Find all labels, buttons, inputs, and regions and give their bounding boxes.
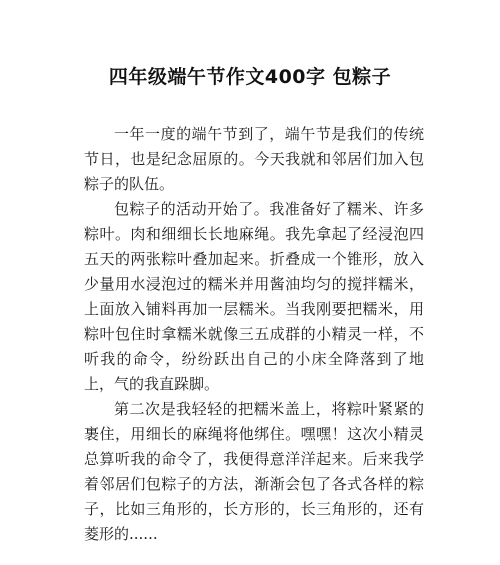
paragraph-1: 一年一度的端午节到了，端午节是我们的传统节日，也是纪念屈原的。今天我就和邻居们加入包粽子的队伍。 [84,125,424,193]
paragraph-2: 包粽子的活动开始了。我准备好了糯米、许多粽叶。肉和细细长长地麻绳。我先拿起了经浸泡四五天的两张粽叶叠加起来。折叠成一个锥形，放入少量用水浸泡过的糯米并用酱油均匀的搅拌糯米，上面放入铺料再加一层糯米。当我刚要把糯米，用粽叶包住时拿糯米就像三五成群的小精灵一样，不听我的命令，纷纷跃出自己的小床全降落到了地上，气的我直跺脚。 [84,200,424,393]
document-title: 四年级端午节作文400字 包粽子 [108,66,392,88]
document-body [84,122,424,547]
paragraph-3: 第二次是我轻轻的把糯米盖上，将粽叶紧紧的裹住，用细长的麻绳将他绑住。嘿嘿！这次小精灵总算听我的命令了，我便得意洋洋起来。后来我学着邻居们包粽子的方法，渐渐会包了各式各样的粽子，比如三角形的，长方形的，长三角形的，还有菱形的...... [84,400,424,543]
